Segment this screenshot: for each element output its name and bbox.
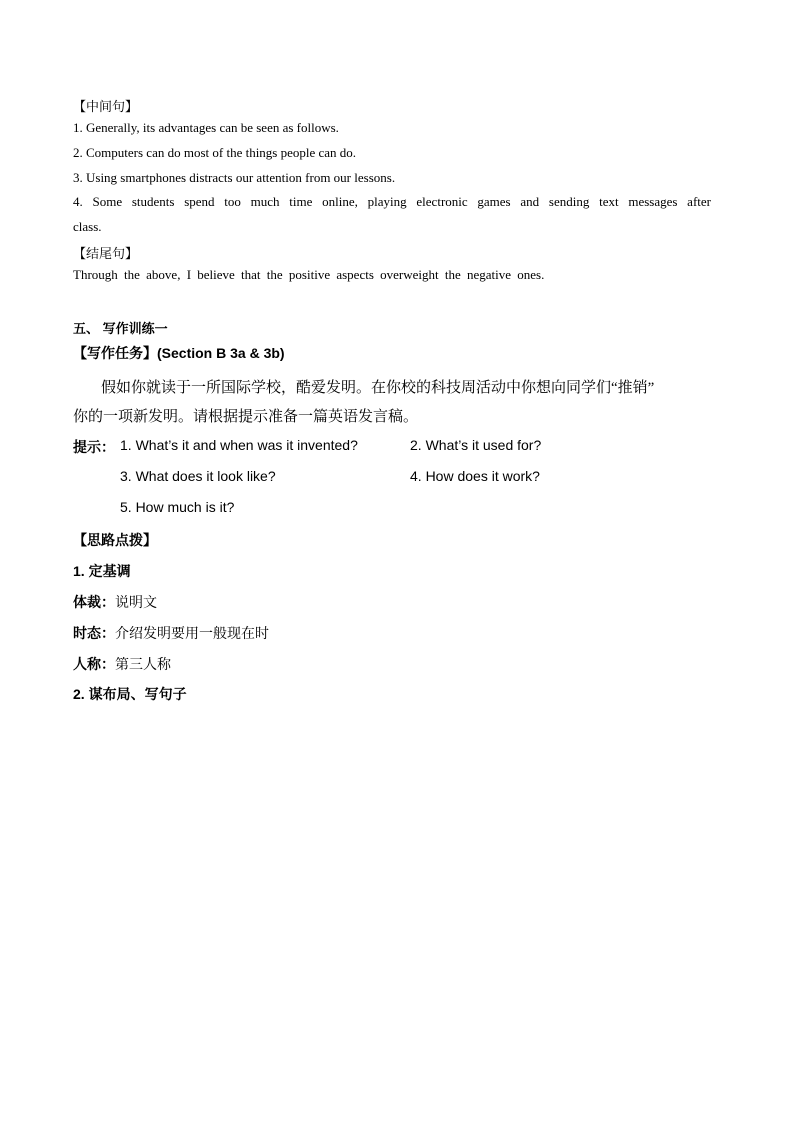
tense-value: 介绍发明要用一般现在时 <box>115 627 269 642</box>
writing-task-heading: 【写作任务】(Section B 3a & 3b) <box>73 345 285 361</box>
person-value: 第三人称 <box>115 658 171 673</box>
middle-sentence-3: 3. Using smartphones distracts our attention from our lessons. <box>73 170 396 185</box>
middle-sentence-1: 1. Generally, its advantages can be seen as follows. <box>73 120 339 135</box>
hint-1: 1. What’s it and when was it invented? <box>120 437 358 453</box>
tense-row <box>73 623 269 643</box>
ending-sentence-text: Through the above, I believe that the positive aspects overweight the negative ones. <box>73 267 545 282</box>
task-description-line2: 你的一项新发明。请根据提示准备一篇英语发言稿。 <box>73 409 419 425</box>
step-2-heading: 2. 谋布局、写句子 <box>73 686 187 702</box>
hint-5: 5. How much is it? <box>120 499 235 515</box>
middle-sentences-heading: 【中间句】 <box>73 99 139 114</box>
guide-heading: 【思路点拨】 <box>73 532 157 548</box>
person-label: 人称： <box>73 656 115 672</box>
hint-2: 2. What’s it used for? <box>410 437 542 453</box>
genre-row <box>73 592 157 612</box>
task-description-line1: 假如你就读于一所国际学校，酷爱发明。在你校的科技周活动中你想向同学们“推销” <box>101 380 655 396</box>
hint-label: 提示： <box>73 439 115 455</box>
section-five-heading: 五、 写作训练一 <box>73 321 168 336</box>
genre-label: 体裁： <box>73 594 115 610</box>
middle-sentence-2: 2. Computers can do most of the things people can do. <box>73 145 357 160</box>
ending-sentence-heading: 【结尾句】 <box>73 246 139 261</box>
hint-3: 3. What does it look like? <box>120 468 276 484</box>
hint-4: 4. How does it work? <box>410 468 540 484</box>
person-row <box>73 654 171 674</box>
genre-value: 说明文 <box>115 596 157 611</box>
middle-sentence-4: 4. Some students spend too much time online, playing electronic games and sending text messages after <box>73 194 711 209</box>
middle-sentence-4-cont: class. <box>73 219 102 234</box>
tense-label: 时态： <box>73 625 115 641</box>
step-1-heading: 1. 定基调 <box>73 563 131 579</box>
